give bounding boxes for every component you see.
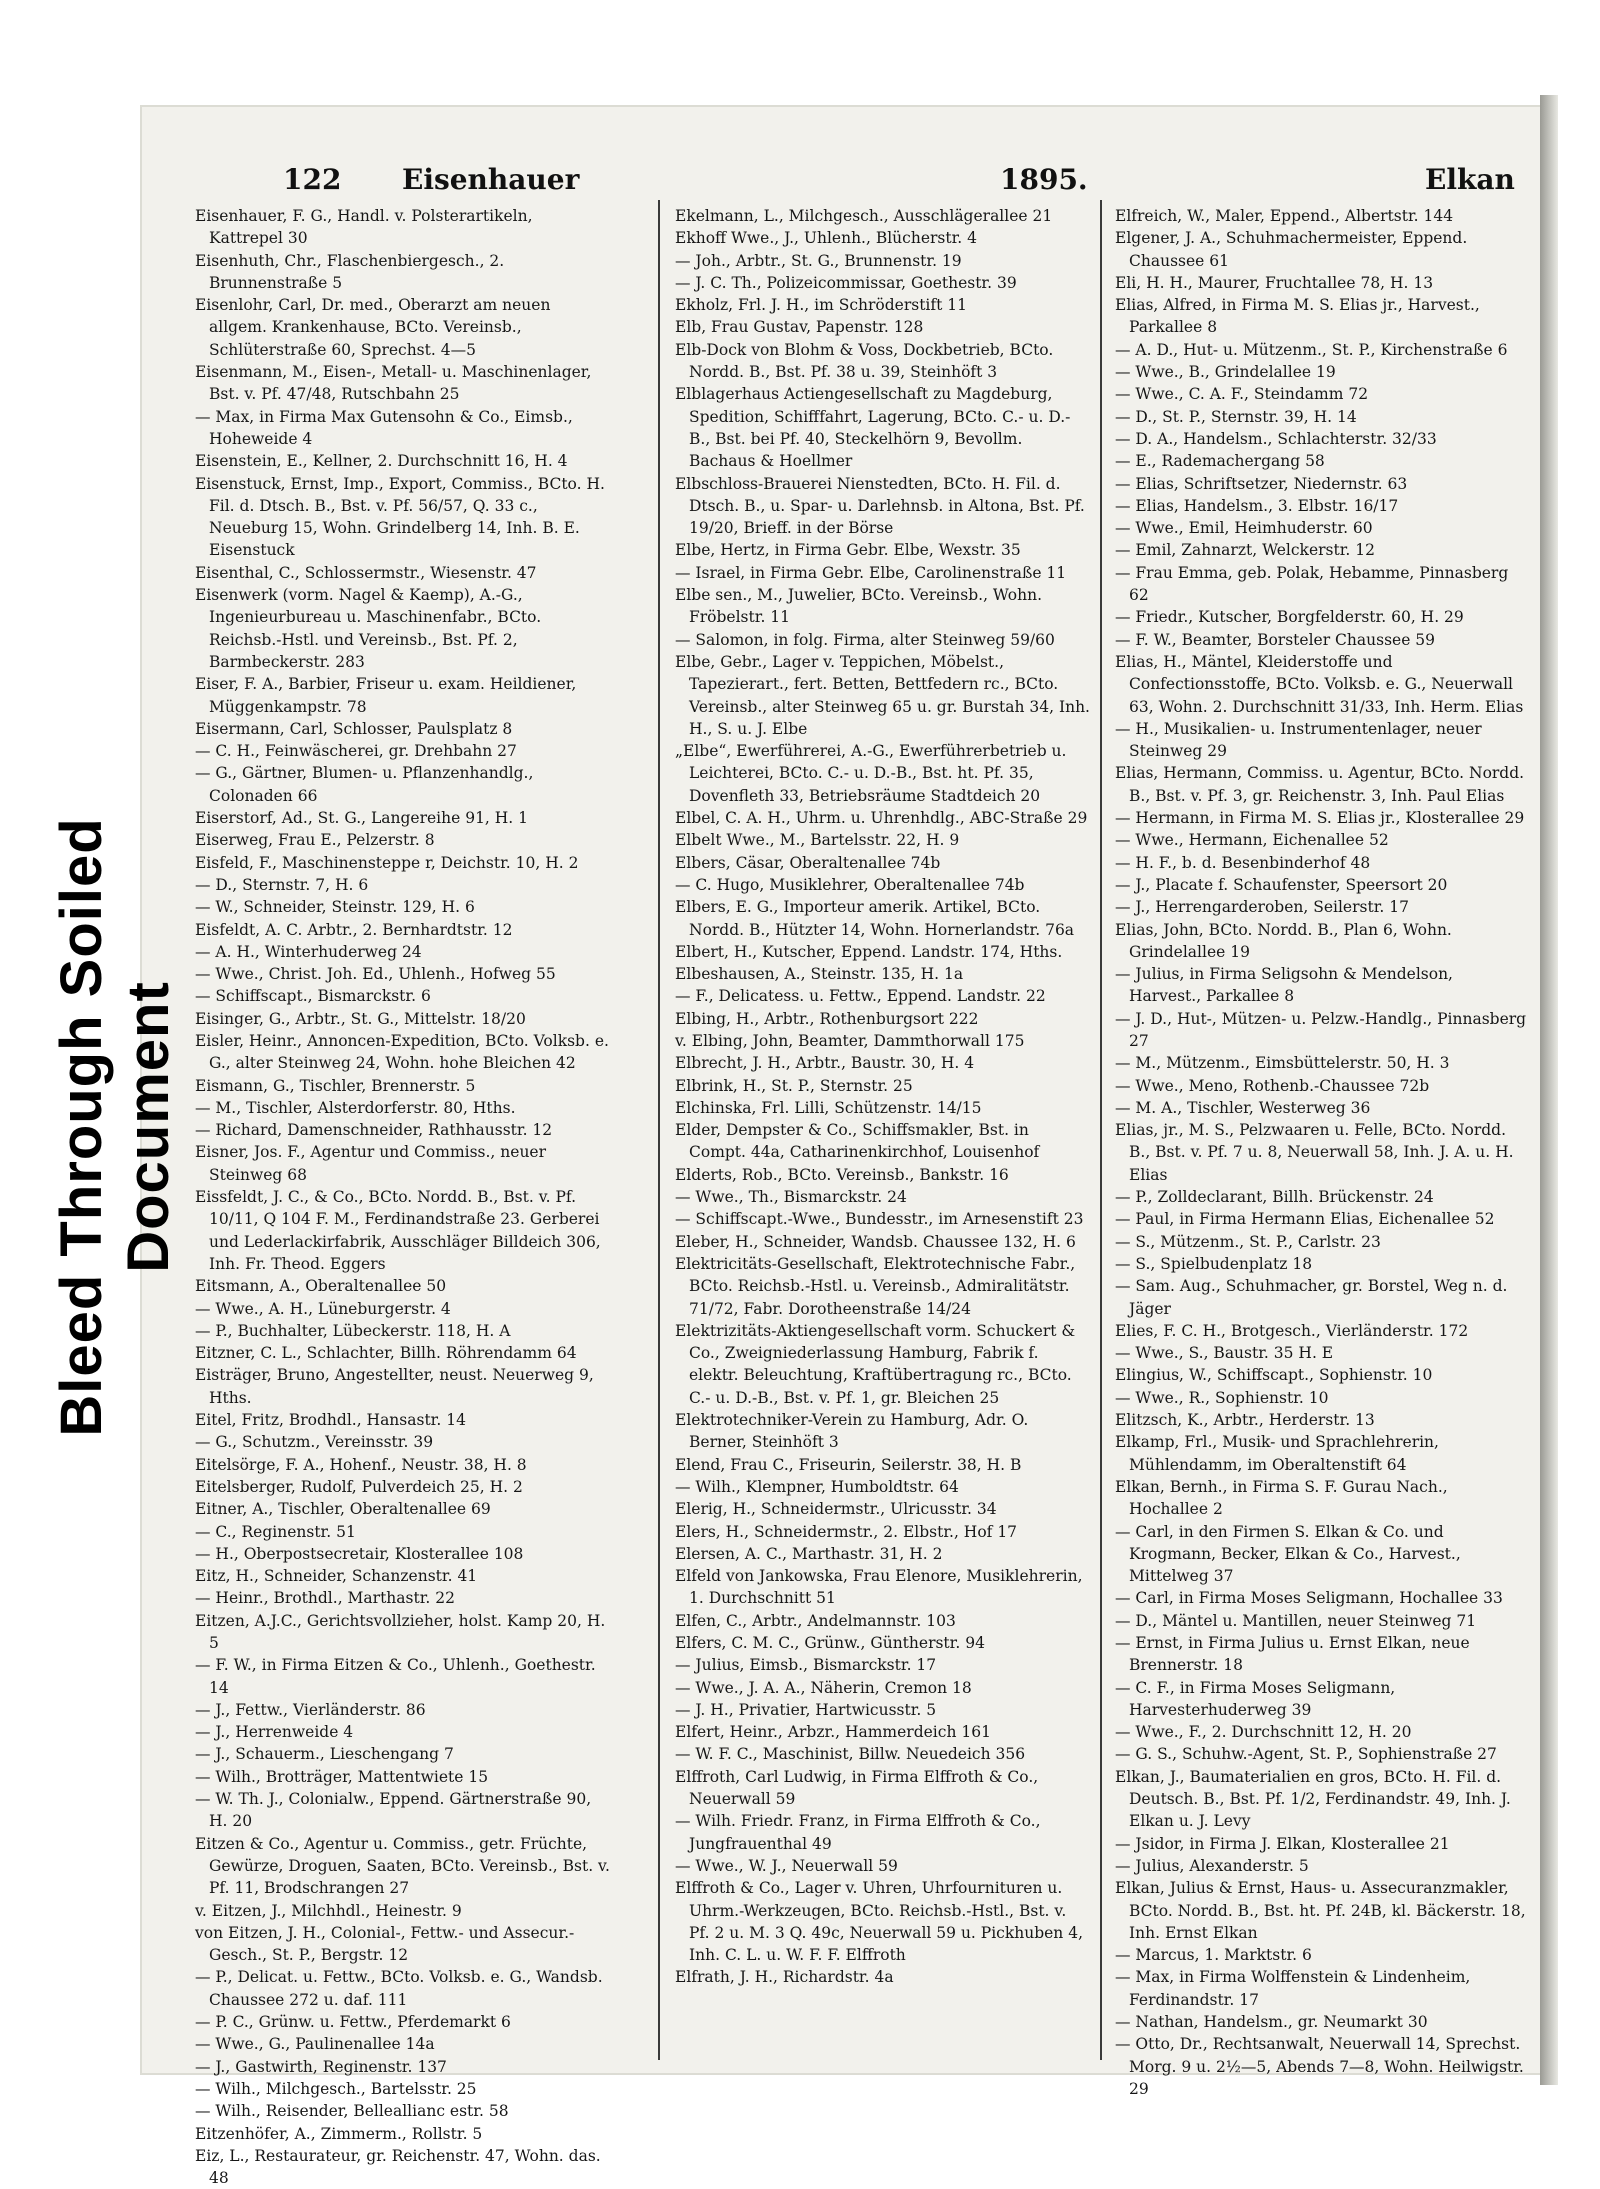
directory-entry: — Wwe., Meno, Rothenb.-Chaussee 72b: [1115, 1076, 1430, 1095]
directory-entry: Ekelmann, L., Milchgesch., Ausschlägerallee 21: [675, 207, 1053, 225]
directory-entry: Elektrizitäts-Aktiengesellschaft vorm. Schuckert & Co., Zweigniederlassung Hamburg, Fabrik f. elektr. Beleuchtung, Kraftübertragung rc., BCto. C.- u. D.-B., Bst. v. Pf. 1, gr. Bleichen 25: [675, 1321, 1076, 1407]
directory-entry: — P., Buchhalter, Lübeckerstr. 118, H. A: [195, 1321, 511, 1340]
directory-entry: Elgener, J. A., Schuhmachermeister, Eppend. Chaussee 61: [1115, 229, 1468, 270]
directory-entry: — A. D., Hut- u. Mützenm., St. P., Kirchenstraße 6: [1115, 340, 1508, 359]
directory-entry: — Wilh. Friedr. Franz, in Firma Elffroth & Co., Jungfrauenthal 49: [675, 1812, 1041, 1853]
directory-entry: — Wwe., Hermann, Eichenallee 52: [1115, 831, 1389, 850]
directory-entry: Eisenlohr, Carl, Dr. med., Oberarzt am neuen allgem. Krankenhause, BCto. Vereinsb., Schlüterstraße 60, Sprechst. 4—5: [195, 296, 551, 359]
directory-entry: Elffroth, Carl Ludwig, in Firma Elffroth & Co., Neuerwall 59: [675, 1767, 1039, 1809]
directory-entry: — C. Hugo, Musiklehrer, Oberaltenallee 74b: [675, 875, 1025, 894]
directory-entry: — D., Mäntel u. Mantillen, neuer Steinweg 71: [1115, 1611, 1477, 1630]
directory-entry: Eleber, H., Schneider, Wandsb. Chaussee 132, H. 6: [675, 1232, 1076, 1251]
directory-entry: Eitelsörge, F. A., Hohenf., Neustr. 38, H. 8: [195, 1455, 527, 1474]
column-rule: [1100, 200, 1102, 2060]
directory-entry: — Wwe., Th., Bismarckstr. 24: [675, 1188, 907, 1207]
directory-entry: — P. C., Grünw. u. Fettw., Pferdemarkt 6: [195, 2013, 511, 2032]
directory-entry: — D., Sternstr. 7, H. 6: [195, 875, 369, 894]
directory-entry: — Wwe., W. J., Neuerwall 59: [675, 1856, 898, 1875]
directory-entry: Elektricitäts-Gesellschaft, Elektrotechnische Fabr., BCto. Reichsb.-Hstl. u. Vereinsb., Admiralitätstr. 71/72, Fabr. Dorotheenstraße 14/24: [675, 1254, 1076, 1318]
directory-entry: Eisenstein, E., Kellner, 2. Durchschnitt 16, H. 4: [195, 452, 568, 471]
directory-entry: Eisenhauer, F. G., Handl. v. Polsterartikeln, Kattrepel 30: [195, 207, 533, 248]
header-right-word: Elkan: [1425, 163, 1515, 196]
directory-entry: Eiserstorf, Ad., St. G., Langereihe 91, H. 1: [195, 809, 529, 828]
directory-entry: — J. H., Privatier, Hartwicusstr. 5: [675, 1700, 937, 1719]
directory-entry: — W., Schneider, Steinstr. 129, H. 6: [195, 898, 475, 917]
directory-entry: Eisenmann, M., Eisen-, Metall- u. Maschinenlager, Bst. v. Pf. 47/48, Rutschbahn 25: [195, 363, 592, 404]
directory-entry: — Wilh., Milchgesch., Bartelsstr. 25: [195, 2079, 477, 2098]
directory-entry: Eitzenhöfer, A., Zimmerm., Rollstr. 5: [195, 2124, 483, 2143]
column-3: [1115, 205, 1530, 2100]
directory-entry: Elbelt Wwe., M., Bartelsstr. 22, H. 9: [675, 831, 960, 850]
directory-entry: Eiser, F. A., Barbier, Friseur u. exam. Heildiener, Müggenkampstr. 78: [195, 675, 577, 716]
directory-entry: — F., Delicatess. u. Fettw., Eppend. Landstr. 22: [675, 987, 1046, 1006]
directory-entry: — Israel, in Firma Gebr. Elbe, Carolinenstraße 11: [675, 563, 1067, 582]
directory-entry: Elkamp, Frl., Musik- und Sprachlehrerin, Mühlendamm, im Oberaltenstift 64: [1115, 1433, 1439, 1474]
directory-entry: Elkan, Julius & Ernst, Haus- u. Assecuranzmakler, BCto. Nordd. B., Bst. ht. Pf. 24B, kl. Bäckerstr. 18, Inh. Ernst Elkan: [1115, 1879, 1526, 1942]
directory-entry: — Schiffscapt.-Wwe., Bundesstr., im Arnesenstift 23: [675, 1210, 1084, 1229]
header-left-word: Eisenhauer: [402, 163, 580, 196]
directory-entry: Elias, jr., M. S., Pelzwaaren u. Felle, BCto. Nordd. B., Bst. v. Pf. 7 u. 8, Neuerwall 58, Inh. J. A. u. H. Elias: [1115, 1121, 1514, 1184]
directory-entry: — Wwe., G., Paulinenallee 14a: [195, 2035, 435, 2054]
column-rule: [658, 200, 660, 2060]
directory-entry: Elersen, A. C., Marthastr. 31, H. 2: [675, 1544, 943, 1563]
directory-entry: Elffroth & Co., Lager v. Uhren, Uhrfournituren u. Uhrm.-Werkzeugen, BCto. Reichsb.-Hstl., Bst. v. Pf. 2 u. M. 3 Q. 49c, Neuerwall 59 u. Pickhuben 4, Inh. C. L. u. W. F. F. Elffroth: [675, 1879, 1084, 1965]
directory-entry: — F. W., in Firma Eitzen & Co., Uhlenh., Goethestr. 14: [195, 1656, 596, 1697]
directory-entry: Elbrecht, J. H., Arbtr., Baustr. 30, H. 4: [675, 1054, 975, 1073]
directory-entry: Ekholz, Frl. J. H., im Schröderstift 11: [675, 296, 968, 315]
directory-entry: — Julius, Alexanderstr. 5: [1115, 1856, 1309, 1875]
directory-entry: — J., Fettw., Vierländerstr. 86: [195, 1700, 426, 1719]
directory-entry: Elfeld von Jankowska, Frau Elenore, Musiklehrerin, 1. Durchschnitt 51: [675, 1567, 1083, 1608]
directory-entry: Eitzner, C. L., Schlachter, Billh. Röhrendamm 64: [195, 1344, 577, 1363]
directory-entry: Eisenwerk (vorm. Nagel & Kaemp), A.-G., Ingenieurbureau u. Maschinenfabr., BCto. Reichsb.-Hstl. und Vereinsb., Bst. Pf. 2, Barmbeckerstr. 283: [195, 586, 542, 671]
directory-entry: v. Eitzen, J., Milchhdl., Heinestr. 9: [195, 1901, 462, 1920]
directory-entry: — Wwe., C. A. F., Steindamm 72: [1115, 385, 1369, 404]
directory-entry: — H., Oberpostsecretair, Klosterallee 108: [195, 1544, 524, 1563]
directory-entry: — Frau Emma, geb. Polak, Hebamme, Pinnasberg 62: [1115, 563, 1509, 605]
directory-entry: Elias, Alfred, in Firma M. S. Elias jr., Harvest., Parkallee 8: [1115, 296, 1480, 337]
directory-entry: — D., St. P., Sternstr. 39, H. 14: [1115, 407, 1357, 426]
directory-entry: Eisfeldt, A. C. Arbtr., 2. Bernhardtstr. 12: [195, 920, 513, 939]
directory-entry: Eissfeldt, J. C., & Co., BCto. Nordd. B., Bst. v. Pf. 10/11, Q 104 F. M., Ferdinandstraße 23. Gerberei und Lederlackirfabrik, Ausschläger Billdeich 306, Inh. Fr. Theod. Eggers: [195, 1188, 601, 1273]
directory-entry: Eismann, G., Tischler, Brennerstr. 5: [195, 1076, 476, 1095]
directory-entry: Eitzen, A.J.C., Gerichtsvollzieher, holst. Kamp 20, H. 5: [195, 1611, 606, 1652]
directory-entry: Eisträger, Bruno, Angestellter, neust. Neuerweg 9, Hths.: [195, 1366, 594, 1407]
directory-entry: — Elias, Schriftsetzer, Niedernstr. 63: [1115, 474, 1408, 493]
directory-entry: von Eitzen, J. H., Colonial-, Fettw.- und Assecur.-Gesch., St. P., Bergstr. 12: [195, 1923, 575, 1965]
directory-entry: Ekhoff Wwe., J., Uhlenh., Blücherstr. 4: [675, 229, 978, 248]
directory-entry: — Heinr., Brothdl., Marthastr. 22: [195, 1589, 455, 1608]
directory-entry: — G., Gärtner, Blumen- u. Pflanzenhandlg., Colonaden 66: [195, 764, 534, 805]
directory-entry: — Otto, Dr., Rechtsanwalt, Neuerwall 14, Sprechst. Morg. 9 u. 2½—5, Abends 7—8, Wohn. Heilwigstr. 29: [1115, 2035, 1524, 2098]
directory-entry: Elb-Dock von Blohm & Voss, Dockbetrieb, BCto. Nordd. B., Bst. Pf. 38 u. 39, Steinhöft 3: [675, 340, 1054, 382]
directory-entry: Eitsmann, A., Oberaltenallee 50: [195, 1277, 447, 1296]
directory-entry: Elkan, J., Baumaterialien en gros, BCto. H. Fil. d. Deutsch. B., Bst. Pf. 1/2, Ferdinandstr. 49, Inh. J. Elkan u. J. Levy: [1115, 1767, 1511, 1831]
directory-entry: Elbe, Hertz, in Firma Gebr. Elbe, Wexstr. 35: [675, 541, 1021, 560]
directory-entry: Eiz, L., Restaurateur, gr. Reichenstr. 47, Wohn. das. 48: [195, 2146, 601, 2188]
directory-entry: — Salomon, in folg. Firma, alter Steinweg 59/60: [675, 630, 1055, 649]
directory-entry: — W. Th. J., Colonialw., Eppend. Gärtnerstraße 90, H. 20: [195, 1790, 592, 1831]
directory-entry: — M., Tischler, Alsterdorferstr. 80, Hths.: [195, 1098, 516, 1117]
directory-entry: — E., Rademachergang 58: [1115, 452, 1325, 471]
directory-entry: — Wwe., A. H., Lüneburgerstr. 4: [195, 1299, 451, 1318]
directory-entry: Eisenthal, C., Schlossermstr., Wiesenstr. 47: [195, 563, 537, 582]
directory-entry: v. Elbing, John, Beamter, Dammthorwall 175: [675, 1031, 1025, 1050]
directory-entry: — Wwe., Emil, Heimhuderstr. 60: [1115, 519, 1373, 538]
column-2: [675, 205, 1090, 1989]
directory-entry: — J., Herrengarderoben, Seilerstr. 17: [1115, 898, 1409, 917]
directory-entry: Eisinger, G., Arbtr., St. G., Mittelstr. 18/20: [195, 1009, 526, 1028]
directory-entry: — G., Schutzm., Vereinsstr. 39: [195, 1433, 434, 1452]
directory-entry: Elitzsch, K., Arbtr., Herderstr. 13: [1115, 1411, 1375, 1430]
directory-entry: Elbe, Gebr., Lager v. Teppichen, Möbelst., Tapezierart., fert. Betten, Bettfedern rc., BCto. Vereinsb., alter Steinweg 65 u. gr. Burstah 34, Inh. H., S. u. J. Elbe: [675, 652, 1090, 738]
directory-entry: Elbert, H., Kutscher, Eppend. Landstr. 174, Hths.: [675, 942, 1063, 961]
directory-entry: Elbel, C. A. H., Uhrm. u. Uhrenhdlg., ABC-Straße 29: [675, 809, 1088, 828]
directory-entry: Eitner, A., Tischler, Oberaltenallee 69: [195, 1500, 491, 1519]
directory-entry: Elbrink, H., St. P., Sternstr. 25: [675, 1076, 913, 1095]
directory-entry: — Ernst, in Firma Julius u. Ernst Elkan, neue Brennerstr. 18: [1115, 1634, 1470, 1675]
directory-entry: Elfrath, J. H., Richardstr. 4a: [675, 1968, 894, 1987]
directory-entry: Elfers, C. M. C., Grünw., Güntherstr. 94: [675, 1634, 985, 1652]
directory-entry: Eisfeld, F., Maschinensteppe r, Deichstr. 10, H. 2: [195, 853, 579, 872]
column-1: [195, 205, 610, 2189]
directory-entry: Elies, F. C. H., Brotgesch., Vierländerstr. 172: [1115, 1321, 1469, 1340]
directory-entry: Elias, Hermann, Commiss. u. Agentur, BCto. Nordd. B., Bst. v. Pf. 3, gr. Reichenstr. 3, Inh. Paul Elias: [1115, 764, 1525, 805]
directory-entry: Eitelsberger, Rudolf, Pulverdeich 25, H. 2: [195, 1477, 523, 1496]
directory-entry: — J. D., Hut-, Mützen- u. Pelzw.-Handlg., Pinnasberg 27: [1115, 1009, 1527, 1050]
page-edge-shadow: [1540, 95, 1558, 2085]
directory-entry: Elias, H., Mäntel, Kleiderstoffe und Confectionsstoffe, BCto. Volksb. e. G., Neuerwall 63, Wohn. 2. Durchschnitt 31/33, Inh. Herm. Elias: [1115, 652, 1524, 716]
directory-entry: — Emil, Zahnarzt, Welckerstr. 12: [1115, 541, 1376, 560]
directory-entry: Elkan, Bernh., in Firma S. F. Gurau Nach., Hochallee 2: [1115, 1477, 1448, 1519]
directory-entry: — P., Delicat. u. Fettw., BCto. Volksb. e. G., Wandsb. Chaussee 272 u. daf. 111: [195, 1968, 603, 2009]
directory-entry: — H. F., b. d. Besenbinderhof 48: [1115, 853, 1371, 872]
directory-entry: — C., Reginenstr. 51: [195, 1522, 356, 1541]
directory-entry: Elbers, E. G., Importeur amerik. Artikel, BCto. Nordd. B., Hützter 14, Wohn. Hornerlandstr. 76a: [675, 898, 1075, 939]
directory-entry: — S., Mützenm., St. P., Carlstr. 23: [1115, 1232, 1381, 1251]
directory-entry: Elbeshausen, A., Steinstr. 135, H. 1a: [675, 965, 964, 984]
directory-entry: Elbing, H., Arbtr., Rothenburgsort 222: [675, 1009, 979, 1028]
directory-entry: — Paul, in Firma Hermann Elias, Eichenallee 52: [1115, 1210, 1495, 1229]
directory-entry: — J. C. Th., Polizeicommissar, Goethestr. 39: [675, 273, 1017, 292]
directory-entry: Elbers, Cäsar, Oberaltenallee 74b: [675, 853, 941, 872]
directory-entry: — P., Zolldeclarant, Billh. Brückenstr. 24: [1115, 1188, 1434, 1207]
directory-entry: Elerig, H., Schneidermstr., Ulricusstr. 34: [675, 1500, 997, 1519]
directory-entry: — Wwe., F., 2. Durchschnitt 12, H. 20: [1115, 1723, 1412, 1742]
directory-entry: — Sam. Aug., Schuhmacher, gr. Borstel, Weg n. d. Jäger: [1115, 1277, 1508, 1318]
directory-entry: — Julius, Eimsb., Bismarckstr. 17: [675, 1656, 937, 1675]
directory-entry: — Wwe., B., Grindelallee 19: [1115, 363, 1336, 382]
directory-entry: — Carl, in Firma Moses Seligmann, Hochallee 33: [1115, 1589, 1503, 1608]
directory-entry: Eiserweg, Frau E., Pelzerstr. 8: [195, 831, 435, 850]
directory-entry: Elias, John, BCto. Nordd. B., Plan 6, Wohn. Grindelallee 19: [1115, 920, 1452, 961]
directory-entry: Elder, Dempster & Co., Schiffsmakler, Bst. in Compt. 44a, Catharinenkirchhof, Louisenhof: [675, 1121, 1040, 1162]
directory-entry: „Elbe“, Ewerführerei, A.-G., Ewerführerbetrieb u. Leichterei, BCto. C.- u. D.-B., Bst. ht. Pf. 35, Dovenfleth 33, Betriebsräume Stadtdeich 20: [675, 742, 1067, 805]
directory-entry: — Marcus, 1. Marktstr. 6: [1115, 1946, 1312, 1965]
directory-entry: — W. F. C., Maschinist, Billw. Neuedeich 356: [675, 1745, 1026, 1764]
directory-entry: Eitel, Fritz, Brodhdl., Hansastr. 14: [195, 1411, 466, 1430]
directory-entry: — Wwe., J. A. A., Näherin, Cremon 18: [675, 1678, 972, 1697]
directory-entry: — Carl, in den Firmen S. Elkan & Co. und Krogmann, Becker, Elkan & Co., Harvest., Mittelweg 37: [1115, 1522, 1461, 1586]
directory-entry: — Joh., Arbtr., St. G., Brunnenstr. 19: [675, 251, 962, 270]
directory-entry: Elfreich, W., Maler, Eppend., Albertstr. 144: [1115, 207, 1454, 225]
directory-entry: — Wwe., R., Sophienstr. 10: [1115, 1388, 1329, 1407]
directory-entry: Eisler, Heinr., Annoncen-Expedition, BCto. Volksb. e. G., alter Steinweg 24, Wohn. hohe Bleichen 42: [195, 1031, 609, 1073]
directory-entry: — Hermann, in Firma M. S. Elias jr., Klosterallee 29: [1115, 809, 1525, 828]
directory-entry: Elers, H., Schneidermstr., 2. Elbstr., Hof 17: [675, 1522, 1018, 1541]
directory-entry: — F. W., Beamter, Borsteler Chaussee 59: [1115, 630, 1436, 649]
directory-entry: Eisenhuth, Chr., Flaschenbiergesch., 2. Brunnenstraße 5: [195, 251, 505, 292]
watermark-label: Bleed Through Soiled Document: [49, 817, 181, 1437]
directory-entry: Eli, H. H., Maurer, Fruchtallee 78, H. 13: [1115, 273, 1434, 292]
directory-entry: — C. H., Feinwäscherei, gr. Drehbahn 27: [195, 742, 517, 761]
directory-entry: — Max, in Firma Wolffenstein & Lindenheim, Ferdinandstr. 17: [1115, 1968, 1471, 2009]
directory-entry: — Wilh., Brotträger, Mattentwiete 15: [195, 1767, 489, 1786]
directory-entry: Elfert, Heinr., Arbzr., Hammerdeich 161: [675, 1723, 991, 1742]
directory-entry: Elbschloss-Brauerei Nienstedten, BCto. H. Fil. d. Dtsch. B., u. Spar- u. Darlehnsb. in Altona, Bst. Pf. 19/20, Brieff. in der Börse: [675, 474, 1085, 538]
directory-entry: — Julius, in Firma Seligsohn & Mendelson, Harvest., Parkallee 8: [1115, 965, 1453, 1006]
directory-entry: — M. A., Tischler, Westerweg 36: [1115, 1098, 1371, 1117]
directory-entry: — Wwe., S., Baustr. 35 H. E: [1115, 1344, 1334, 1363]
directory-entry: — Wwe., Christ. Joh. Ed., Uhlenh., Hofweg 55: [195, 965, 556, 984]
directory-page: [140, 105, 1550, 2188]
directory-entry: Eitzen & Co., Agentur u. Commiss., getr. Früchte, Gewürze, Droguen, Saaten, BCto. Vereinsb., Bst. v. Pf. 11, Brodschrangen 27: [195, 1834, 610, 1898]
directory-entry: Eisner, Jos. F., Agentur und Commiss., neuer Steinweg 68: [195, 1143, 547, 1184]
directory-entry: Eisenstuck, Ernst, Imp., Export, Commiss., BCto. H. Fil. d. Dtsch. B., Bst. v. Pf. 56/57, Q. 33 c., Neueburg 15, Wohn. Grindelberg 14, Inh. B. E. Eisenstuck: [195, 474, 605, 560]
directory-entry: Elend, Frau C., Friseurin, Seilerstr. 38, H. B: [675, 1455, 1022, 1474]
directory-entry: — Schiffscapt., Bismarckstr. 6: [195, 987, 431, 1006]
directory-entry: Elektrotechniker-Verein zu Hamburg, Adr. O. Berner, Steinhöft 3: [675, 1411, 1029, 1452]
directory-entry: — J., Schauerm., Lieschengang 7: [195, 1745, 454, 1764]
directory-entry: — J., Placate f. Schaufenster, Speersort 20: [1115, 875, 1448, 894]
header-year: 1895.: [1000, 163, 1088, 196]
directory-entry: — C. F., in Firma Moses Seligmann, Harvesterhuderweg 39: [1115, 1678, 1396, 1719]
directory-entry: — Max, in Firma Max Gutensohn & Co., Eimsb., Hoheweide 4: [195, 407, 573, 448]
directory-entry: — Richard, Damenschneider, Rathhausstr. 12: [195, 1121, 553, 1140]
directory-entry: Elchinska, Frl. Lilli, Schützenstr. 14/15: [675, 1098, 982, 1117]
directory-entry: Elingius, W., Schiffscapt., Sophienstr. 10: [1115, 1366, 1433, 1385]
directory-entry: — Friedr., Kutscher, Borgfelderstr. 60, H. 29: [1115, 608, 1464, 627]
directory-entry: — G. S., Schuhw.-Agent, St. P., Sophienstraße 27: [1115, 1745, 1497, 1764]
directory-entry: — J., Gastwirth, Reginenstr. 137: [195, 2057, 447, 2076]
directory-entry: — D. A., Handelsm., Schlachterstr. 32/33: [1115, 429, 1437, 448]
directory-entry: — A. H., Winterhuderweg 24: [195, 942, 422, 961]
directory-entry: — Jsidor, in Firma J. Elkan, Klosterallee 21: [1115, 1834, 1450, 1853]
directory-entry: Elblagerhaus Actiengesellschaft zu Magdeburg, Spedition, Schifffahrt, Lagerung, BCto. C.- u. D.-B., Bst. bei Pf. 40, Steckelhörn 9, Bevollm. Bachaus & Hoellmer: [675, 385, 1071, 471]
directory-entry: Eisermann, Carl, Schlosser, Paulsplatz 8: [195, 719, 513, 738]
directory-entry: — H., Musikalien- u. Instrumentenlager, neuer Steinweg 29: [1115, 719, 1482, 761]
directory-entry: Eitz, H., Schneider, Schanzenstr. 41: [195, 1567, 478, 1586]
directory-entry: Elb, Frau Gustav, Papenstr. 128: [675, 318, 924, 337]
directory-entry: — Nathan, Handelsm., gr. Neumarkt 30: [1115, 2013, 1428, 2032]
directory-entry: — Elias, Handelsm., 3. Elbstr. 16/17: [1115, 496, 1399, 515]
directory-entry: Elderts, Rob., BCto. Vereinsb., Bankstr. 16: [675, 1165, 1009, 1184]
page-number: 122: [283, 163, 342, 196]
directory-entry: — J., Herrenweide 4: [195, 1723, 354, 1742]
directory-entry: — Wilh., Reisender, Belleallianc estr. 58: [195, 2102, 509, 2121]
directory-entry: Elbe sen., M., Juwelier, BCto. Vereinsb., Wohn. Fröbelstr. 11: [675, 586, 1043, 627]
directory-entry: — Wilh., Klempner, Humboldtstr. 64: [675, 1477, 959, 1496]
directory-entry: Elfen, C., Arbtr., Andelmannstr. 103: [675, 1611, 956, 1630]
directory-entry: — M., Mützenm., Eimsbüttelerstr. 50, H. 3: [1115, 1054, 1450, 1073]
directory-entry: — S., Spielbudenplatz 18: [1115, 1254, 1313, 1273]
